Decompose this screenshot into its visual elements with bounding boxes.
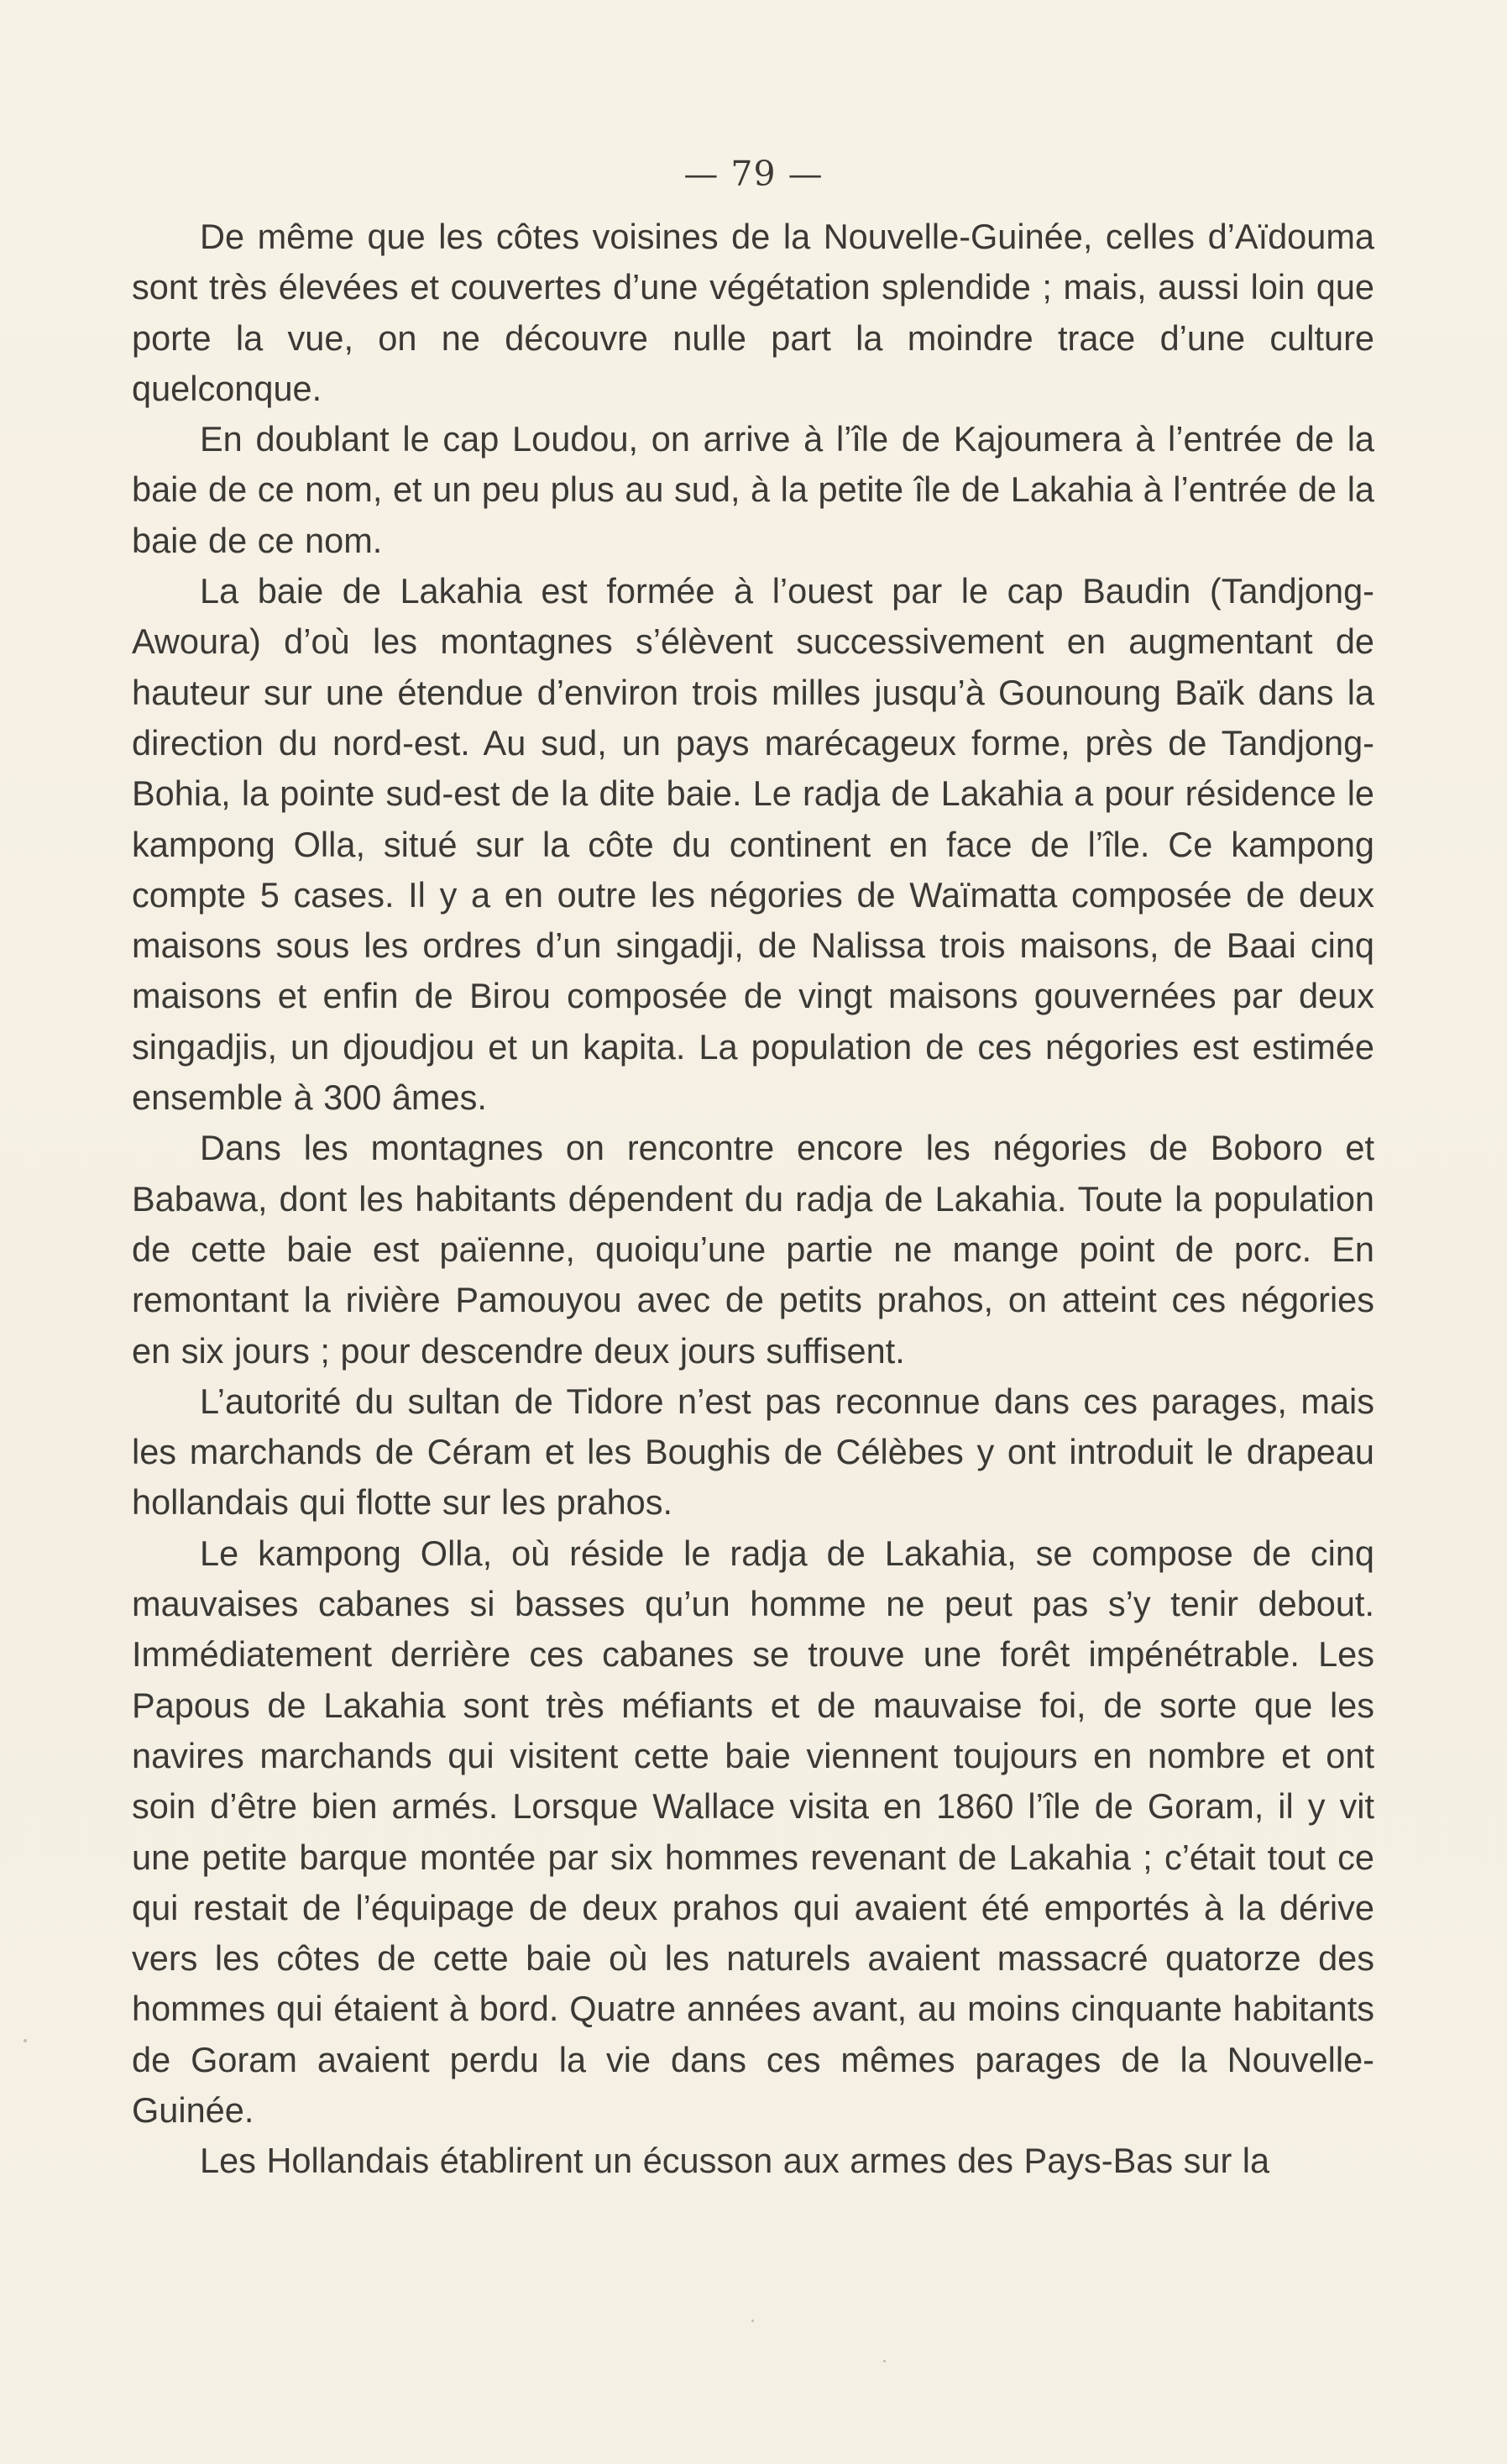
paper-speck — [24, 2039, 27, 2042]
paragraph-6: Le kampong Olla, où réside le radja de Lakahia, se compose de cinq mauvaises cabanes si basses qu’un homme ne peut pas s’y tenir debout. Immédiatement derrière ces cabanes se trouve une forêt impénétrable. Les Papous de Lakahia sont très méfiants et de mauvaise foi, de sorte que les navires marchands qui visitent cette baie viennent toujours en nombre et ont soin d’être bien armés. Lorsque Wallace visita en 1860 l’île de Goram, il y vit une petite barque montée par six hommes revenant de Lakahia ; c’était tout ce qui restait de l’équipage de deux prahos qui avaient été emportés à la dérive vers les côtes de cette baie où les naturels avaient massacré quatorze des hommes qui étaient à bord. Quatre années avant, au moins cinquante habitants de Goram avaient perdu la vie dans ces mêmes parages de la Nouvelle-Guinée. — [132, 1533, 1374, 2130]
paragraph-4: Dans les montagnes on rencontre encore les négories de Boboro et Babawa, dont les habitants dépendent du radja de Lakahia. Toute la population de cette baie est païenne, quoiqu’une partie ne mange point de porc. En remontant la rivière Pamouyou avec de petits prahos, on atteint ces négories en six jours ; pour descendre deux jours suffisent. — [132, 1128, 1374, 1371]
paragraph-3: La baie de Lakahia est formée à l’ouest par le cap Baudin (Tandjong-Awoura) d’où les montagnes s’élèvent successivement en augmentant de hauteur sur une étendue d’environ trois milles jusqu’à Gounoung Baïk dans la direction du nord-est. Au sud, un pays marécageux forme, près de Tandjong-Bohia, la pointe sud-est de la dite baie. Le radja de Lakahia a pour résidence le kampong Olla, situé sur la côte du continent en face de l’île. Ce kampong compte 5 cases. Il y a en outre les négories de Waïmatta composée de deux maisons sous les ordres d’un singadji, de Nalissa trois maisons, de Baai cinq maisons et enfin de Birou composée de vingt maisons gouvernées par deux singadjis, un djoudjou et un kapita. La population de ces négories est estimée ensemble à 300 âmes. — [132, 571, 1374, 1118]
paragraph-1: De même que les côtes voisines de la Nouvelle-Guinée, celles d’Aïdouma sont très élevées et couvertes d’une végétation splendide ; mais, aussi loin que porte la vue, on ne découvre nulle part la moindre trace d’une culture quelconque. — [132, 217, 1374, 408]
paper-speck — [883, 2360, 886, 2362]
paragraph-7: Les Hollandais établirent un écusson aux armes des Pays-Bas sur la — [200, 2141, 1270, 2181]
paragraph-5: L’autorité du sultan de Tidore n’est pas reconnue dans ces parages, mais les marchands de Céram et les Boughis de Célèbes y ont introduit le drapeau hollandais qui flotte sur les prahos. — [132, 1381, 1374, 1523]
page-number: — 79 — — [683, 154, 824, 194]
paper-speck — [751, 2320, 754, 2322]
paragraph-2: En doublant le cap Loudou, on arrive à l’île de Kajoumera à l’entrée de la baie de ce nom, et un peu plus au sud, à la petite île de Lakahia à l’entrée de la baie de ce nom. — [132, 419, 1374, 560]
body-text — [132, 212, 1374, 2187]
